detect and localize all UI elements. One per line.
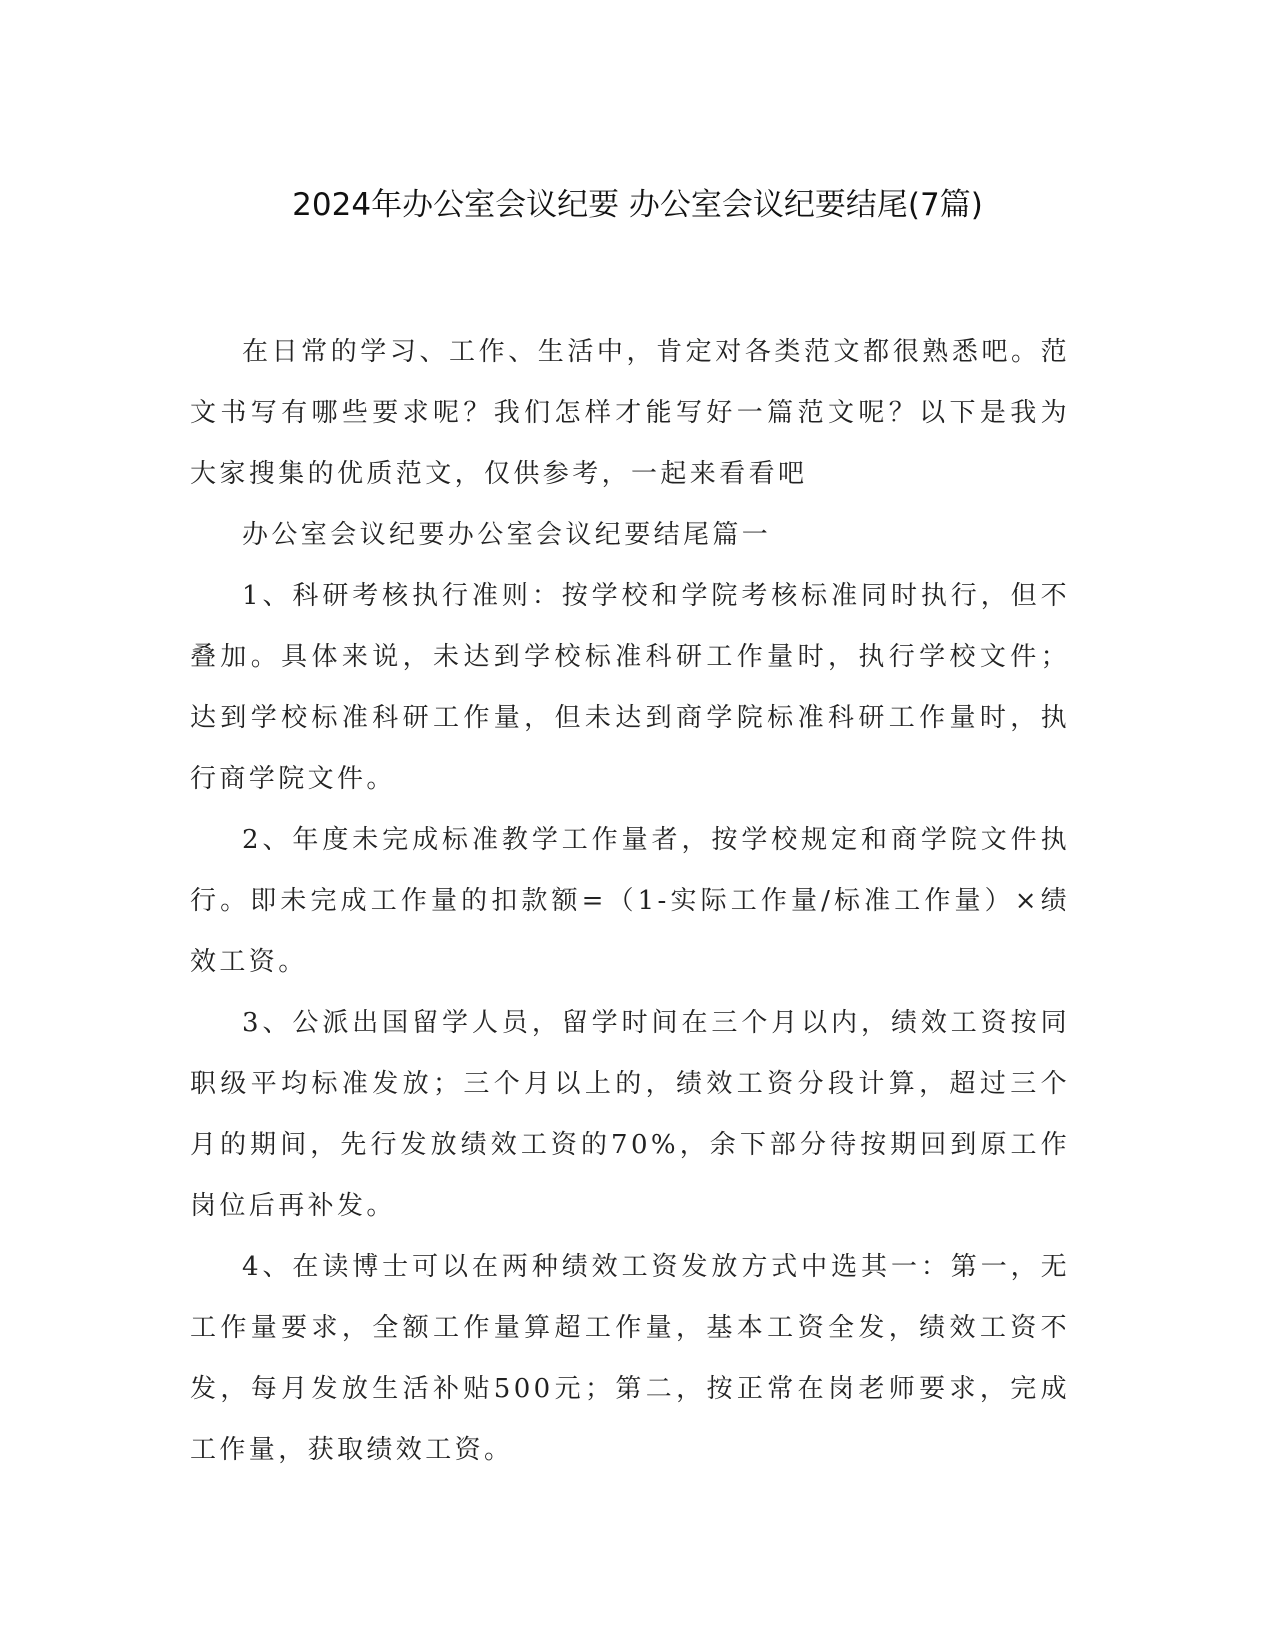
document-body xyxy=(190,322,1070,1481)
body-paragraph: 1、科研考核执行准则：按学校和学院考核标准同时执行，但不叠加。具体来说，未达到学校标准科研工作量时，执行学校文件；达到学校标准科研工作量，但未达到商学院标准科研工作量时，执行商学院文件。 xyxy=(190,581,1070,794)
body-paragraph: 2、年度未完成标准教学工作量者，按学校规定和商学院文件执行。即未完成工作量的扣款额=（1-实际工作量/标准工作量）×绩效工资。 xyxy=(190,825,1070,977)
section-heading: 办公室会议纪要办公室会议纪要结尾篇一 xyxy=(242,520,772,550)
document-title: 2024年办公室会议纪要 办公室会议纪要结尾(7篇) xyxy=(292,187,983,223)
body-paragraph: 4、在读博士可以在两种绩效工资发放方式中选其一：第一，无工作量要求，全额工作量算超工作量，基本工资全发，绩效工资不发，每月发放生活补贴500元；第二，按正常在岗老师要求，完成工作量，获取绩效工资。 xyxy=(190,1252,1070,1465)
intro-paragraph: 在日常的学习、工作、生活中，肯定对各类范文都很熟悉吧。范文书写有哪些要求呢？我们怎样才能写好一篇范文呢？以下是我为大家搜集的优质范文，仅供参考，一起来看看吧 xyxy=(190,337,1070,489)
body-paragraph: 3、公派出国留学人员，留学时间在三个月以内，绩效工资按同职级平均标准发放；三个月以上的，绩效工资分段计算，超过三个月的期间，先行发放绩效工资的70%，余下部分待按期回到原工作岗位后再补发。 xyxy=(190,1008,1070,1221)
